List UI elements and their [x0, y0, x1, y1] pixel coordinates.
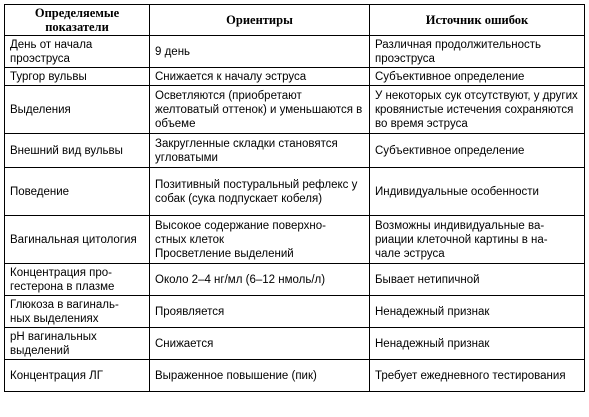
- table-row: [5, 168, 585, 216]
- parameter-cell: День от начала проэструса: [5, 36, 150, 68]
- parameter-cell: pH вагинальных выделений: [5, 328, 150, 360]
- error-source-cell: Субъективное определение: [370, 134, 585, 168]
- table-row: [5, 328, 585, 360]
- error-source-cell: Индивидуальные особенности: [370, 168, 585, 216]
- parameter-cell: Глюкоза в вагиналь- ных выделениях: [5, 296, 150, 328]
- header-error-source: Источник ошибок: [370, 5, 585, 36]
- parameter-cell: Внешний вид вульвы: [5, 134, 150, 168]
- error-source-cell: Бывает нетипичной: [370, 264, 585, 296]
- error-source-cell: У некоторых сук отсутствуют, у других кровянистые истечения сохраняются во время эструса: [370, 86, 585, 134]
- header-row: [5, 5, 585, 36]
- error-source-cell: Субъективное определение: [370, 68, 585, 86]
- error-source-cell: Ненадежный признак: [370, 296, 585, 328]
- table-row: [5, 86, 585, 134]
- error-source-cell: Различная продолжительность проэструса: [370, 36, 585, 68]
- table-row: [5, 264, 585, 296]
- estrus-indicators-table: [4, 4, 585, 392]
- header-guideline: Ориентиры: [150, 5, 370, 36]
- parameter-cell: Поведение: [5, 168, 150, 216]
- guideline-cell: Закругленные складки становятся угловатыми: [150, 134, 370, 168]
- error-source-cell: Ненадежный признак: [370, 328, 585, 360]
- table-row: [5, 216, 585, 264]
- guideline-cell: 9 день: [150, 36, 370, 68]
- header-parameter: Определяемые показатели: [5, 5, 150, 36]
- parameter-cell: Тургор вульвы: [5, 68, 150, 86]
- guideline-cell: Проявляется: [150, 296, 370, 328]
- table-row: [5, 36, 585, 68]
- parameter-cell: Вагинальная цитология: [5, 216, 150, 264]
- parameter-cell: Концентрация ЛГ: [5, 360, 150, 392]
- table-row: [5, 134, 585, 168]
- error-source-cell: Возможны индивидуальные ва- риации клеточной картины в на- чале эструса: [370, 216, 585, 264]
- guideline-cell: Выраженное повышение (пик): [150, 360, 370, 392]
- guideline-cell: Снижается к началу эструса: [150, 68, 370, 86]
- parameter-cell: Выделения: [5, 86, 150, 134]
- guideline-cell: Высокое содержание поверхно- стных клеток Просветление выделений: [150, 216, 370, 264]
- error-source-cell: Требует ежедневного тестирования: [370, 360, 585, 392]
- table-row: [5, 360, 585, 392]
- guideline-cell: Около 2–4 нг/мл (6–12 нмоль/л): [150, 264, 370, 296]
- table-row: [5, 68, 585, 86]
- parameter-cell: Концентрация про- гестерона в плазме: [5, 264, 150, 296]
- guideline-cell: Позитивный постуральный рефлекс у собак (сука подпускает кобеля): [150, 168, 370, 216]
- guideline-cell: Осветляются (приобретают желтоватый оттенок) и уменьшаются в объеме: [150, 86, 370, 134]
- table-row: [5, 296, 585, 328]
- guideline-cell: Снижается: [150, 328, 370, 360]
